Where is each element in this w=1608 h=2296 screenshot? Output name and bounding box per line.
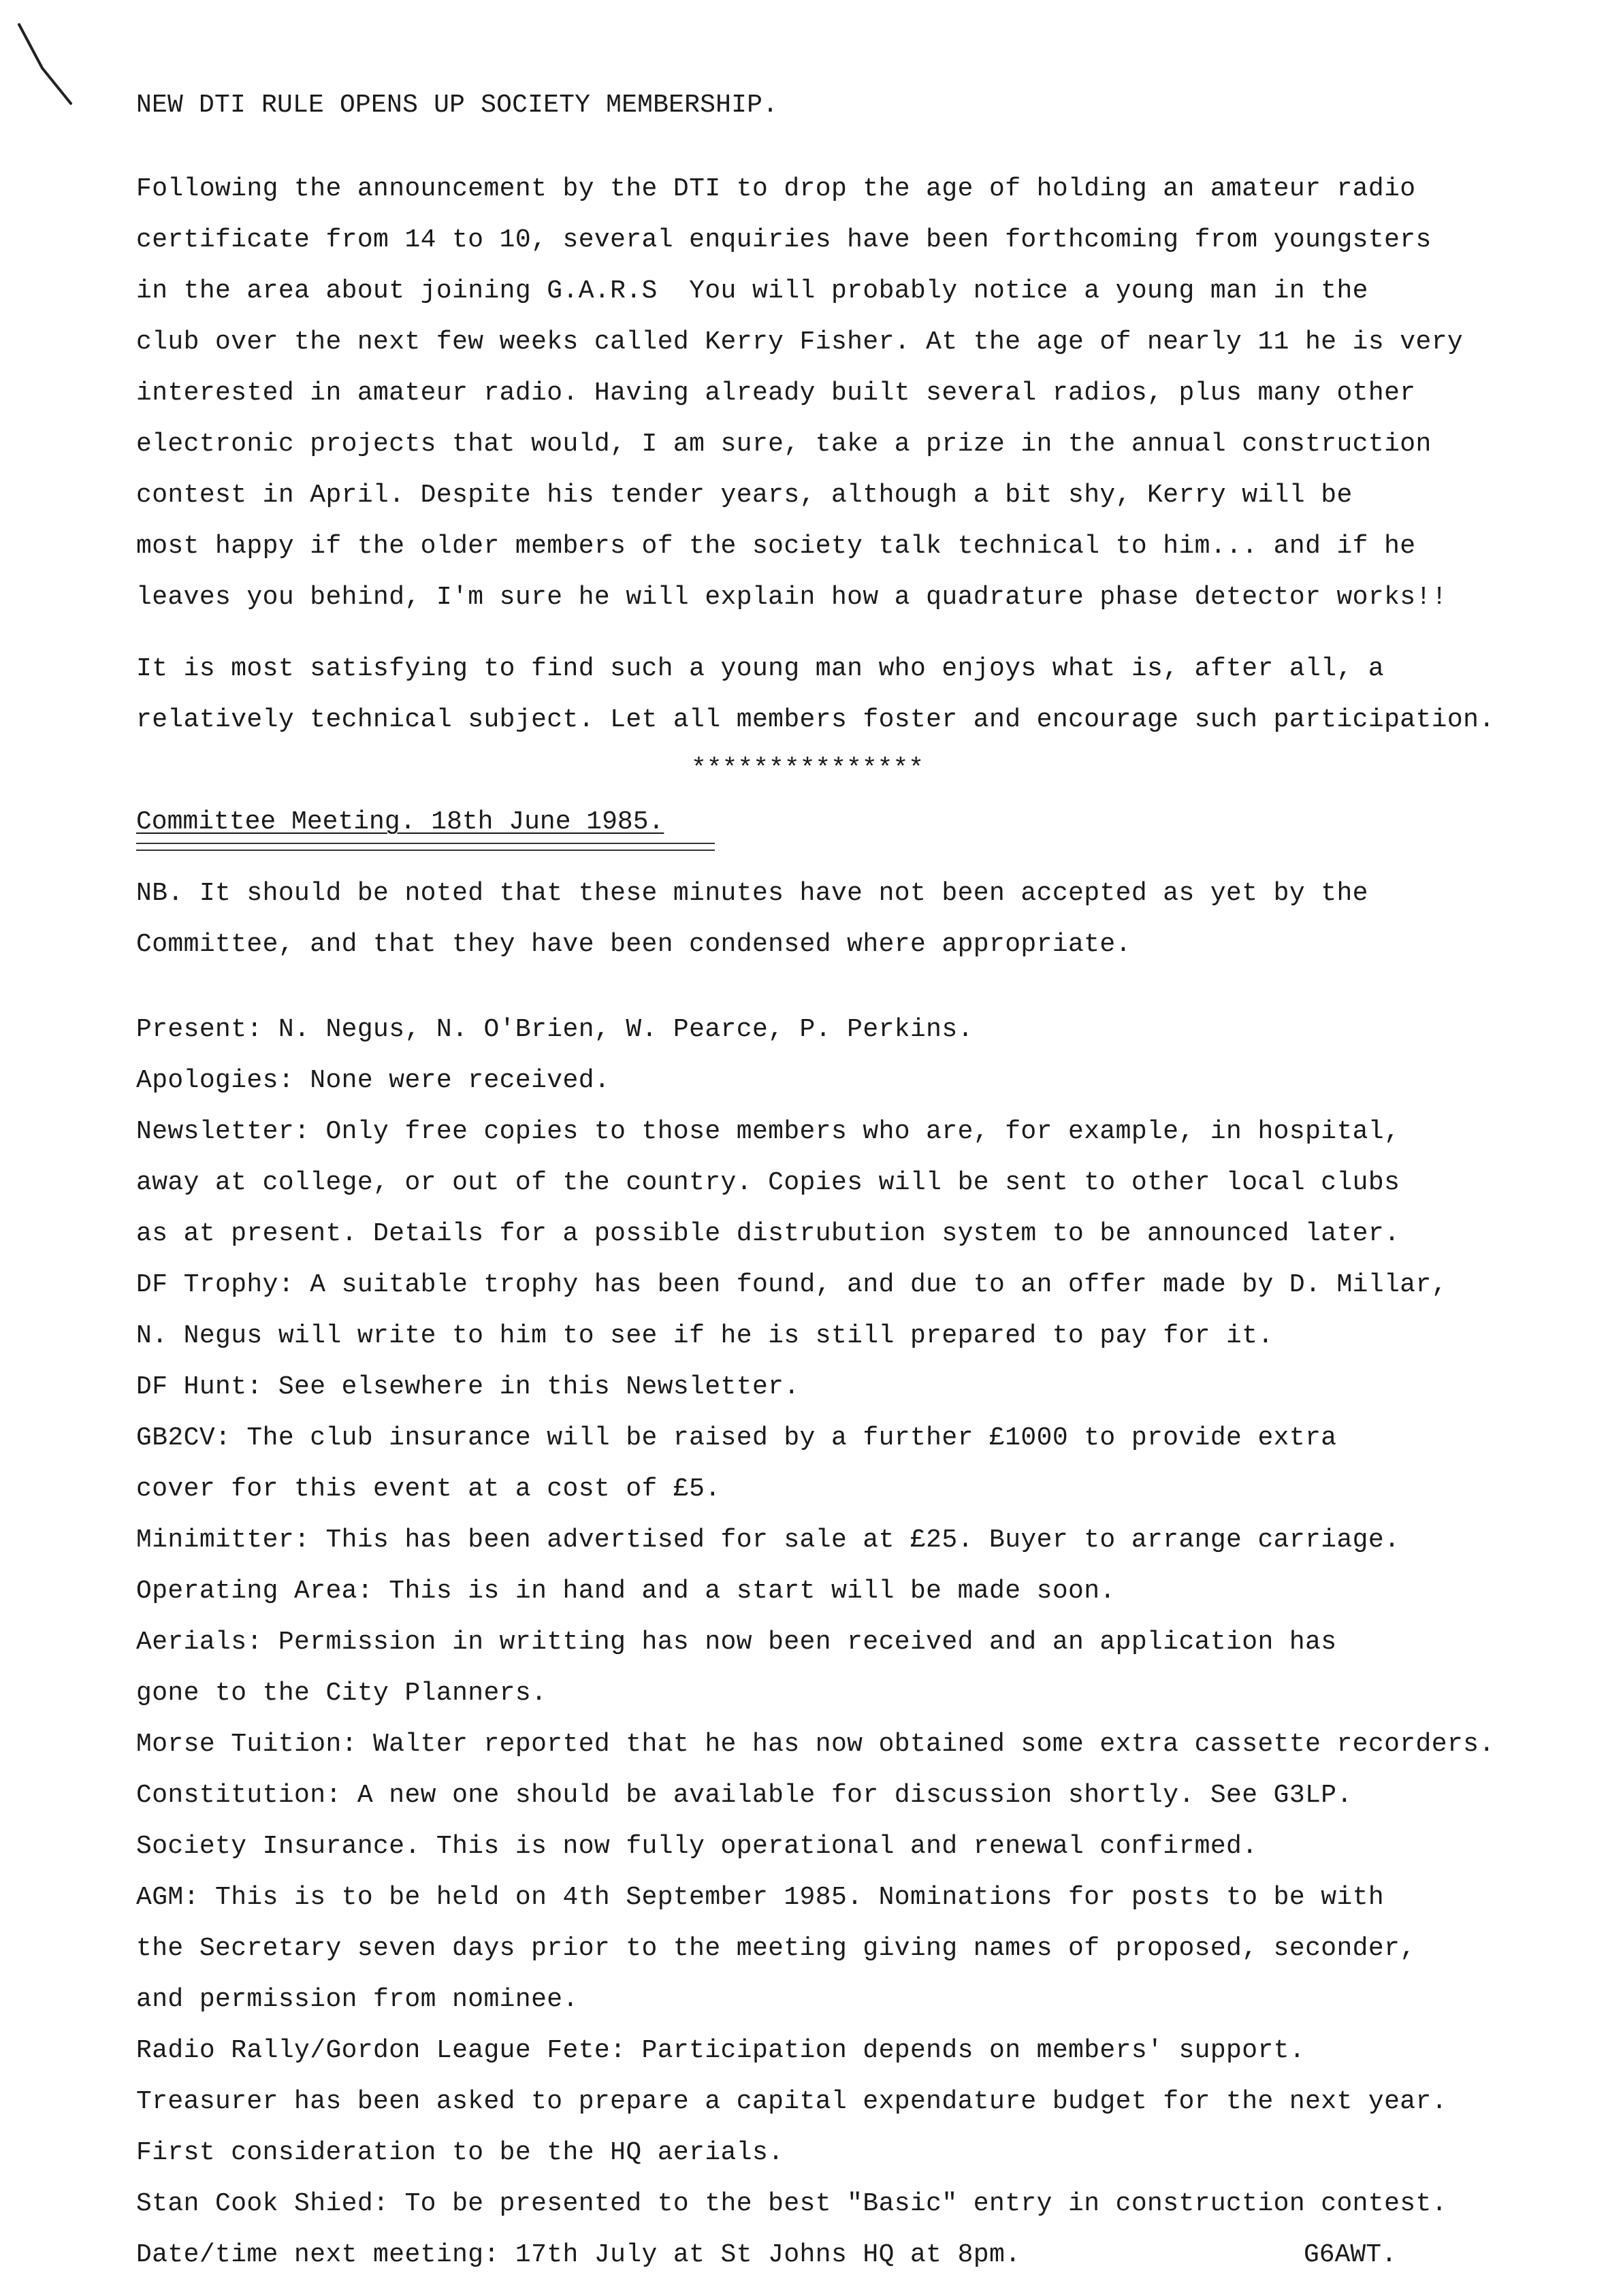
- nb-line: NB. It should be noted that these minutes have not been accepted as yet by the: [136, 879, 1368, 908]
- article-line: relatively technical subject. Let all members foster and encourage such participation.: [136, 705, 1495, 734]
- article-line: Following the announcement by the DTI to drop the age of holding an amateur radio: [136, 174, 1416, 204]
- minutes-line: Radio Rally/Gordon League Fete: Participation depends on members' support.: [136, 2036, 1306, 2065]
- minutes-line: Apologies: None were received.: [136, 1066, 611, 1095]
- article-line: most happy if the older members of the society talk technical to him... and if he: [136, 532, 1416, 561]
- callsign-signature: G6AWT.: [1304, 2240, 1397, 2269]
- double-underline: [136, 843, 715, 851]
- minutes-line: as at present. Details for a possible distrubution system to be announced later.: [136, 1219, 1400, 1248]
- minutes-line: cover for this event at a cost of £5.: [136, 1474, 721, 1504]
- minutes-line: DF Hunt: See elsewhere in this Newsletter.: [136, 1372, 800, 1402]
- minutes-line: GB2CV: The club insurance will be raised by a further £1000 to provide extra: [136, 1423, 1337, 1453]
- minutes-line: First consideration to be the HQ aerials.: [136, 2138, 784, 2167]
- minutes-line: Morse Tuition: Walter reported that he has now obtained some extra cassette recorders.: [136, 1730, 1495, 1759]
- minutes-line: Aerials: Permission in writting has now been received and an application has: [136, 1628, 1337, 1657]
- article-line: certificate from 14 to 10, several enquiries have been forthcoming from youngsters: [136, 225, 1432, 255]
- minutes-line: DF Trophy: A suitable trophy has been found, and due to an offer made by D. Millar,: [136, 1270, 1447, 1299]
- minutes-line: AGM: This is to be held on 4th September 1985. Nominations for posts to be with: [136, 1883, 1385, 1912]
- article-line: leaves you behind, I'm sure he will explain how a quadrature phase detector works!!: [136, 583, 1447, 612]
- article-line: contest in April. Despite his tender years, although a bit shy, Kerry will be: [136, 481, 1353, 510]
- nb-line: Committee, and that they have been condensed where appropriate.: [136, 930, 1131, 959]
- minutes-line: Constitution: A new one should be available for discussion shortly. See G3LP.: [136, 1781, 1353, 1810]
- minutes-line: Society Insurance. This is now fully operational and renewal confirmed.: [136, 1832, 1258, 1861]
- minutes-line: and permission from nominee.: [136, 1985, 579, 2014]
- minutes-line: Date/time next meeting: 17th July at St Johns HQ at 8pm.: [136, 2240, 1021, 2269]
- minutes-line: Treasurer has been asked to prepare a capital expendature budget for the next year.: [136, 2087, 1447, 2116]
- minutes-line: Present: N. Negus, N. O'Brien, W. Pearce, P. Perkins.: [136, 1015, 974, 1044]
- minutes-line: away at college, or out of the country. Copies will be sent to other local clubs: [136, 1168, 1400, 1197]
- article-line: electronic projects that would, I am sure, take a prize in the annual construction: [136, 430, 1432, 459]
- minutes-line: Operating Area: This is in hand and a start will be made soon.: [136, 1577, 1116, 1606]
- article-line: interested in amateur radio. Having already built several radios, plus many other: [136, 378, 1416, 408]
- pen-stroke-mark: [15, 20, 76, 109]
- section-separator: ***************: [691, 754, 924, 783]
- minutes-heading: Committee Meeting. 18th June 1985.: [136, 807, 664, 837]
- article-title: NEW DTI RULE OPENS UP SOCIETY MEMBERSHIP.: [136, 91, 779, 120]
- minutes-line: N. Negus will write to him to see if he is still prepared to pay for it.: [136, 1321, 1274, 1351]
- minutes-line: the Secretary seven days prior to the meeting giving names of proposed, seconder,: [136, 1934, 1416, 1963]
- article-line: It is most satisfying to find such a young man who enjoys what is, after all, a: [136, 654, 1385, 683]
- minutes-line: Newsletter: Only free copies to those members who are, for example, in hospital,: [136, 1117, 1400, 1146]
- minutes-line: gone to the City Planners.: [136, 1679, 547, 1708]
- minutes-line: Minimitter: This has been advertised for sale at £25. Buyer to arrange carriage.: [136, 1525, 1400, 1555]
- minutes-line: Stan Cook Shied: To be presented to the best "Basic" entry in construction contest.: [136, 2189, 1447, 2218]
- article-line: in the area about joining G.A.R.S You will probably notice a young man in the: [136, 276, 1368, 306]
- article-line: club over the next few weeks called Kerry Fisher. At the age of nearly 11 he is very: [136, 327, 1464, 357]
